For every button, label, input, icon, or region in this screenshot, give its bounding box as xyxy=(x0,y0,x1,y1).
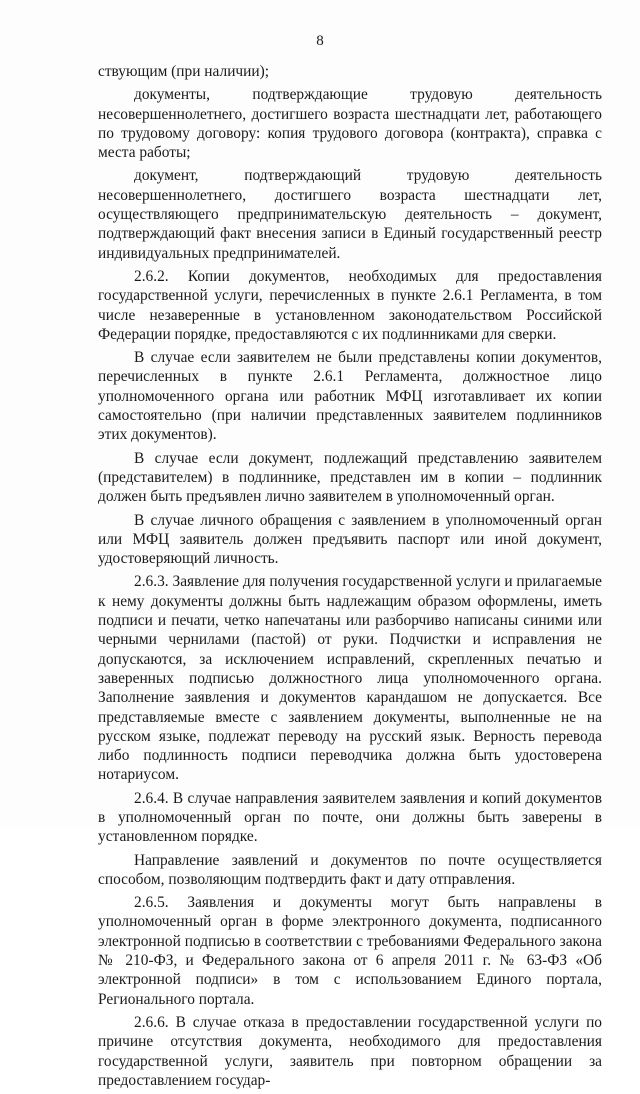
document-body xyxy=(98,62,602,1094)
page-number: 8 xyxy=(316,33,324,49)
paragraph-minor-employment-docs: документы, подтверждающие трудовую деятельность несовершеннолетнего, достигшего возраста шестнадцати лет, работающего по трудовому договору: копия трудового договора (контракта), справка с места работы; xyxy=(98,86,602,162)
paragraph-2-6-2: 2.6.2. Копии документов, необходимых для предоставления государственной услуги, перечисленных в пункте 2.6.1 Регламента, в том числе незаверенные в установленном законодательством Российской Федерации порядке, предоставляются с их подлинниками для сверки. xyxy=(98,267,602,343)
paragraph-minor-entrepreneur-docs: документ, подтверждающий трудовую деятельность несовершеннолетнего, достигшего возраста шестнадцати лет, осуществляющего предпринимательскую деятельность – документ, подтверждающий факт внесения записи в Единый государственный реестр индивидуальных предпринимателей. xyxy=(98,167,602,262)
paragraph-2-6-6: 2.6.6. В случае отказа в предоставлении государственной услуги по причине отсутствия документа, необходимого для предоставления государственной услуги, заявитель при повторном обращении за предоставлением государ- xyxy=(98,1013,602,1089)
paragraph-original-required: В случае если документ, подлежащий представлению заявителем (представителем) в подлиннике, представлен им в копии – подлинник должен быть предъявлен лично заявителем в уполномоченный орган. xyxy=(98,449,602,506)
paragraph-continuation: ствующим (при наличии); xyxy=(98,63,270,80)
paragraph-postal-delivery: Направление заявлений и документов по почте осуществляется способом, позволяющим подтвердить факт и дату отправления. xyxy=(98,851,602,888)
paragraph-2-6-3: 2.6.3. Заявление для получения государственной услуги и прилагаемые к нему документы должны быть надлежащим образом оформлены, иметь подписи и печати, четко напечатаны или разборчиво написаны синими или черными чернилами (пастой) от руки. Подчистки и исправления не допускаются, за исключением исправлений, скрепленных печатью и заверенных подписью должностного лица уполномоченного органа. Заполнение заявления и документов карандашом не допускается. Все представляемые вместе с заявлением документы, выполненные не на русском языке, подлежат переводу на русский язык. Верность перевода либо подлинность подписи переводчика должна быть удостоверена нотариусом. xyxy=(98,573,602,784)
paragraph-personal-visit: В случае личного обращения с заявлением в уполномоченный орган или МФЦ заявитель должен предъявить паспорт или иной документ, удостоверяющий личность. xyxy=(98,511,602,568)
paragraph-copies-missing: В случае если заявителем не были представлены копии документов, перечисленных в пункте 2.6.1 Регламента, должностное лицо уполномоченного органа или работник МФЦ изготавливает их копии самостоятельно (при наличии представленных заявителем подлинников этих документов). xyxy=(98,349,602,444)
paragraph-2-6-4: 2.6.4. В случае направления заявителем заявления и копий документов в уполномоченный орган по почте, они должны быть заверены в установленном порядке. xyxy=(98,789,602,846)
paragraph-2-6-5: 2.6.5. Заявления и документы могут быть направлены в уполномоченный орган в форме электронного документа, подписанного электронной подписью в соответствии с требованиями Федерального закона № 210-ФЗ, и Федерального закона от 6 апреля 2011 г. № 63-ФЗ «Об электронной подписи» в том с использованием Единого портала, Регионального портала. xyxy=(98,894,602,1008)
